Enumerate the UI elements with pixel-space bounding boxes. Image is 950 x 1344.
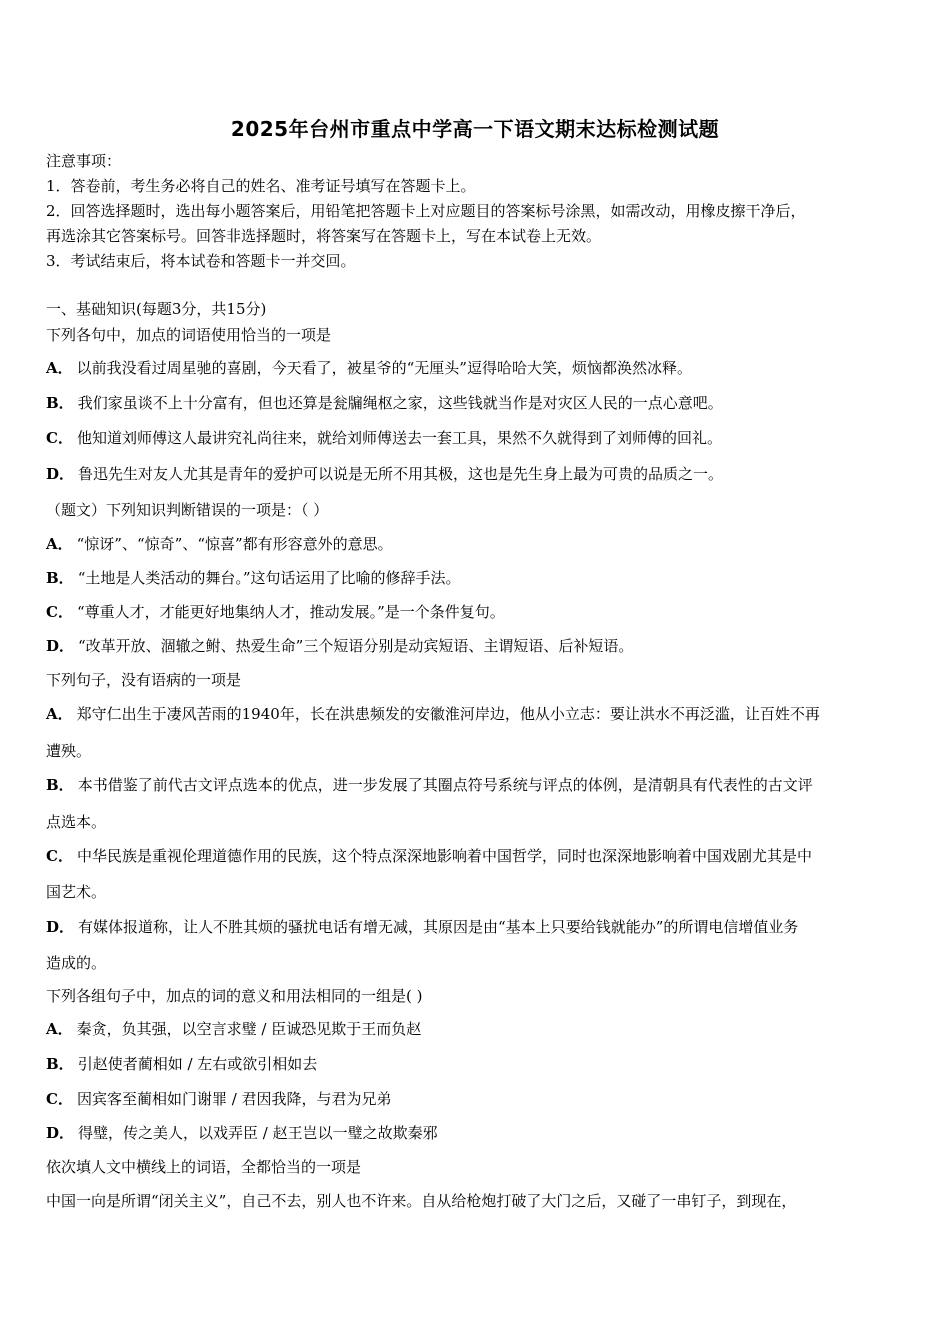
option-text: 秦贪，负其强，以空言求璧 / 臣诚恐见欺于王而负赵	[76, 1020, 422, 1038]
passage-text: 中国一向是所谓“闭关主义”，自己不去，别人也不许来。自从给枪炮打破了大门之后，又碰了一串钉子，到现在，	[46, 1192, 797, 1210]
section-heading: 一、基础知识(每题3分，共15分)	[46, 300, 267, 318]
question-option	[46, 393, 723, 413]
option-continuation: 遭殃。	[46, 742, 92, 760]
option-text: 我们家虽谈不上十分富有，但也还算是瓮牖绳枢之家，这些钱就当作是对灾区人民的一点心意吧。	[77, 394, 723, 412]
question-option	[46, 602, 505, 622]
option-letter: C．	[46, 429, 73, 447]
option-letter: B．	[46, 1055, 74, 1073]
option-text: 得璧，传之美人，以戏弄臣 / 赵王岂以一璧之故欺秦邪	[78, 1124, 438, 1142]
notice-heading: 注意事项：	[46, 152, 122, 170]
option-letter: B．	[46, 569, 74, 587]
option-letter: D．	[46, 918, 75, 936]
option-letter: A．	[46, 535, 73, 553]
option-letter: A．	[46, 359, 73, 377]
question-stem: 下列各组句子中，加点的词的意义和用法相同的一组是( )	[46, 987, 423, 1005]
question-stem: （题文）下列知识判断错误的一项是：（ ）	[46, 501, 329, 519]
question-option	[46, 428, 722, 448]
option-text: 有媒体报道称，让人不胜其烦的骚扰电话有增无减，其原因是由“基本上只要给钱就能办”的所谓电信增值业务	[78, 918, 799, 936]
option-text: “改革开放、涸辙之鲋、热爱生命”三个短语分别是动宾短语、主谓短语、后补短语。	[78, 637, 634, 655]
question-option	[46, 704, 820, 724]
question-option	[46, 917, 798, 937]
question-stem: 依次填人文中横线上的词语，全都恰当的一项是	[46, 1158, 362, 1176]
option-letter: C．	[46, 847, 73, 865]
notice-item: 1．答卷前，考生务必将自己的姓名、准考证号填写在答题卡上。	[46, 177, 476, 195]
option-text: 以前我没看过周星驰的喜剧，今天看了，被星爷的“无厘头”逗得哈哈大笑，烦恼都涣然冰释。	[76, 359, 692, 377]
question-option	[46, 1019, 421, 1039]
question-option	[46, 358, 692, 378]
notice-item: 2．回答选择题时，选出每小题答案后，用铅笔把答题卡上对应题目的答案标号涂黑，如需改动，用橡皮擦干净后，	[46, 202, 806, 220]
option-text: 他知道刘师傅这人最讲究礼尚往来，就给刘师傅送去一套工具，果然不久就得到了刘师傅的回礼。	[76, 429, 722, 447]
option-text: 中华民族是重视伦理道德作用的民族，这个特点深深地影响着中国哲学，同时也深深地影响着中国戏剧尤其是中	[76, 847, 812, 865]
question-option	[46, 1054, 317, 1074]
question-option	[46, 1089, 392, 1109]
notice-item: 3．考试结束后，将本试卷和答题卡一并交回。	[46, 252, 356, 270]
option-continuation: 国艺术。	[46, 883, 107, 901]
option-text: “尊重人才，才能更好地集纳人才，推动发展。”是一个条件复句。	[76, 603, 505, 621]
option-letter: D．	[46, 1124, 75, 1142]
page-title: 2025年台州市重点中学高一下语文期末达标检测试题	[230, 117, 720, 141]
question-option	[46, 568, 461, 588]
question-option	[46, 534, 393, 554]
option-letter: D．	[46, 637, 75, 655]
option-letter: C．	[46, 1090, 73, 1108]
option-text: 引赵使者蔺相如 / 左右或欲引相如去	[77, 1055, 318, 1073]
question-option	[46, 1123, 438, 1143]
question-stem: 下列各句中，加点的词语使用恰当的一项是	[46, 326, 332, 344]
question-stem: 下列句子，没有语病的一项是	[46, 671, 242, 689]
option-letter: B．	[46, 394, 74, 412]
option-letter: B．	[46, 776, 74, 794]
question-option	[46, 775, 813, 795]
notice-item: 再选涂其它答案标号。回答非选择题时，将答案写在答题卡上，写在本试卷上无效。	[46, 227, 602, 245]
option-letter: A．	[46, 705, 73, 723]
question-option	[46, 846, 812, 866]
option-text: 因宾客至蔺相如门谢罪 / 君因我降，与君为兄弟	[76, 1090, 392, 1108]
option-text: “惊讶”、“惊奇”、“惊喜”都有形容意外的意思。	[76, 535, 393, 553]
option-continuation: 造成的。	[46, 954, 107, 972]
option-letter: C．	[46, 603, 73, 621]
question-option	[46, 636, 633, 656]
option-letter: D．	[46, 465, 75, 483]
option-text: 郑守仁出生于凄风苦雨的1940年，长在洪患频发的安徽淮河岸边，他从小立志：要让洪水不再泛滥，让百姓不再	[76, 705, 820, 723]
option-text: “土地是人类活动的舞台。”这句话运用了比喻的修辞手法。	[77, 569, 461, 587]
question-option	[46, 464, 723, 484]
option-continuation: 点选本。	[46, 813, 107, 831]
option-text: 本书借鉴了前代古文评点选本的优点，进一步发展了其圈点符号系统与评点的体例，是清朝具有代表性的古文评	[77, 776, 813, 794]
option-text: 鲁迅先生对友人尤其是青年的爱护可以说是无所不用其极，这也是先生身上最为可贵的品质之一。	[78, 465, 724, 483]
option-letter: A．	[46, 1020, 73, 1038]
